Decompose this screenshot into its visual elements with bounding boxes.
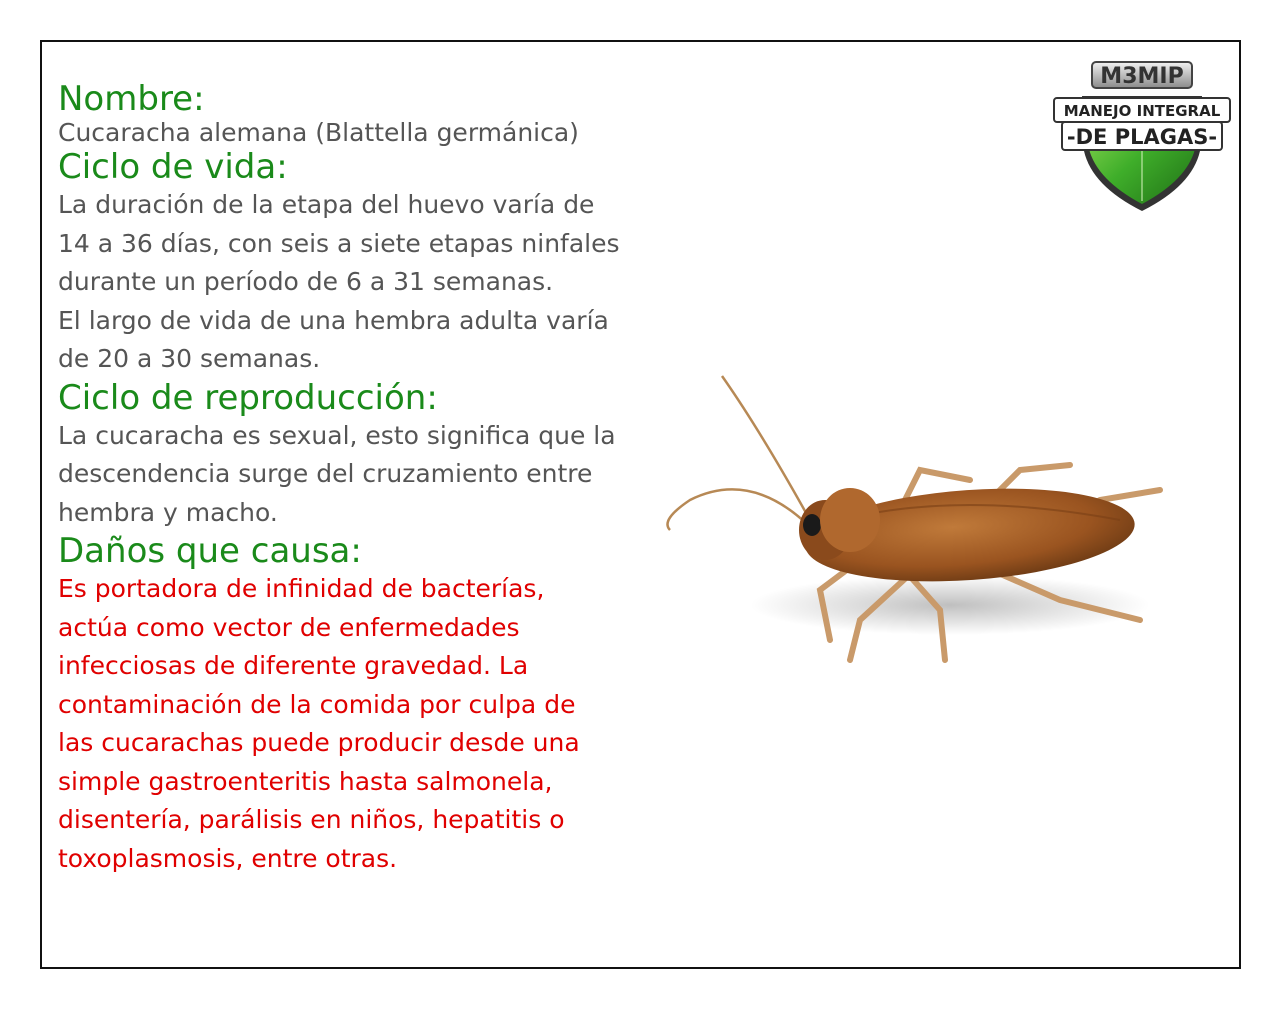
- ciclo-vida-line: La duración de la etapa del huevo varía de: [58, 190, 595, 219]
- danos-line: las cucarachas puede producir desde una: [58, 728, 580, 757]
- heading-danos: Daños que causa:: [58, 531, 362, 571]
- danos-line: simple gastroenteritis hasta salmonela,: [58, 766, 553, 796]
- text-block: [58, 80, 718, 878]
- logo-line1: MANEJO INTEGRAL: [1063, 102, 1221, 120]
- logo-line2: -DE PLAGAS-: [1066, 125, 1218, 149]
- logo-brand: M3MIP: [1100, 64, 1184, 89]
- ciclo-vida-line: El largo de vida de una hembra adulta varía: [58, 305, 609, 335]
- reproduccion-line: hembra y macho.: [58, 497, 278, 527]
- ciclo-vida-line: 14 a 36 días, con seis a siete etapas ninfales: [58, 228, 620, 258]
- ciclo-vida-line: durante un período de 6 a 31 semanas.: [58, 267, 554, 296]
- danos-line: toxoplasmosis, entre otras.: [58, 843, 398, 873]
- danos-line: actúa como vector de enfermedades: [58, 612, 520, 642]
- nombre-text: Cucaracha alemana (Blattella germánica): [58, 118, 579, 147]
- ciclo-vida-line: de 20 a 30 semanas.: [58, 344, 321, 373]
- heading-ciclo-reproduccion: Ciclo de reproducción:: [58, 377, 438, 418]
- reproduccion-line: La cucaracha es sexual, esto significa que la: [58, 420, 616, 450]
- danos-line: Es portadora de infinidad de bacterías,: [58, 574, 545, 603]
- m3mip-logo: [1052, 56, 1232, 216]
- danos-line: infecciosas de diferente gravedad. La: [58, 651, 529, 680]
- cockroach-image: [660, 370, 1180, 670]
- danos-line: contaminación de la comida por culpa de: [58, 689, 576, 719]
- heading-ciclo-vida: Ciclo de vida:: [58, 147, 288, 187]
- danos-line: disentería, parálisis en niños, hepatitis o: [58, 805, 565, 834]
- reproduccion-line: descendencia surge del cruzamiento entre: [58, 459, 593, 488]
- heading-nombre: Nombre:: [58, 79, 205, 119]
